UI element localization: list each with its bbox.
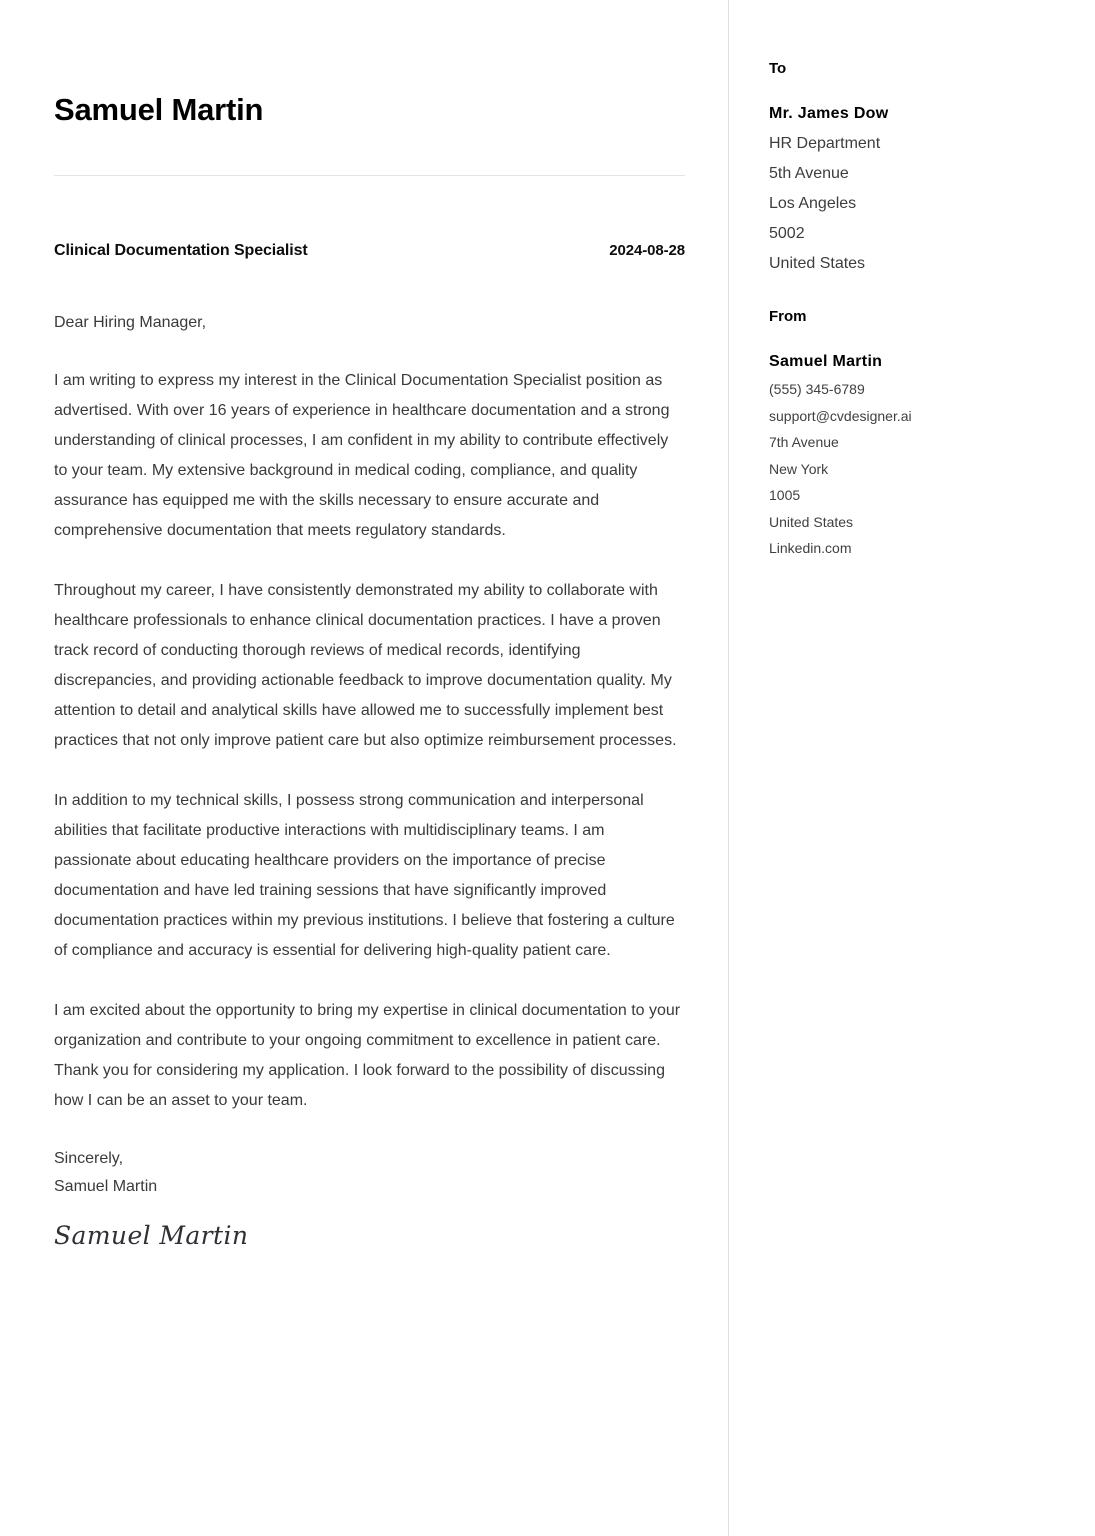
header-divider-rule [54, 175, 685, 176]
letter-paragraph: I am writing to express my interest in the Clinical Documentation Specialist position as advertised. With over 16 years of experience in healthcare documentation and a strong understanding of clinical processes, I am confident in my ability to contribute effectively to your team. My extensive background in medical coding, compliance, and quality assurance has equipped me with the skills necessary to ensure accurate and comprehensive documentation that meets regulatory standards. [54, 372, 670, 540]
to-address-line: 5th Avenue [769, 165, 849, 182]
to-address-line: Los Angeles [769, 195, 857, 212]
from-address-line: 1005 [769, 487, 801, 503]
letter-date: 2024-08-28 [609, 242, 685, 260]
letter-body [54, 366, 685, 1116]
letter-closing [54, 1145, 685, 1251]
letter-paragraph: I am excited about the opportunity to bring my expertise in clinical documentation to your organization and contribute to your ongoing commitment to excellence in patient care. Thank you for considering my application. I look forward to the possibility of discussing how I can be an asset to your team. [54, 1002, 681, 1110]
salutation: Dear Hiring Manager, [54, 314, 207, 332]
from-address-line: United States [769, 513, 854, 530]
subject-row [54, 242, 685, 260]
recipient-name: Mr. James Dow [769, 105, 889, 122]
to-address-line: United States [769, 255, 866, 272]
from-address-line: 7th Avenue [769, 434, 839, 450]
page-title: Samuel Martin [54, 92, 264, 127]
address-sidebar [728, 0, 1095, 1536]
to-address-line: HR Department [769, 135, 881, 152]
letter-header [54, 0, 685, 127]
job-title: Clinical Documentation Specialist [54, 242, 308, 260]
from-block [769, 306, 1065, 562]
to-address-line: 5002 [769, 225, 805, 242]
closing-name: Samuel Martin [54, 1178, 158, 1196]
closing-salutation: Sincerely, [54, 1150, 124, 1168]
from-website: Linkedin.com [769, 540, 852, 556]
letter-paragraph: In addition to my technical skills, I possess strong communication and interpersonal abilities that facilitate productive interactions with multidisciplinary teams. I am passionate about educating healthcare providers on the importance of precise documentation and have led training sessions that have significantly improved documentation practices within my previous institutions. I believe that fostering a culture of compliance and accuracy is essential for delivering high-quality patient care. [54, 792, 675, 960]
signature-mark: Samuel Martin [54, 1221, 249, 1251]
from-phone: (555) 345-6789 [769, 381, 865, 397]
to-heading: To [769, 60, 787, 77]
letter-paragraph: Throughout my career, I have consistently demonstrated my ability to collaborate with healthcare professionals to enhance clinical documentation practices. I have a proven track record of conducting thorough reviews of medical records, identifying discrepancies, and providing actionable feedback to improve documentation quality. My attention to detail and analytical skills have allowed me to successfully implement best practices that not only improve patient care but also optimize reimbursement processes. [54, 582, 677, 750]
from-heading: From [769, 308, 807, 325]
sender-name: Samuel Martin [769, 353, 883, 370]
from-email: support@cvdesigner.ai [769, 407, 912, 424]
from-address-line: New York [769, 460, 829, 477]
to-block [769, 58, 1065, 279]
